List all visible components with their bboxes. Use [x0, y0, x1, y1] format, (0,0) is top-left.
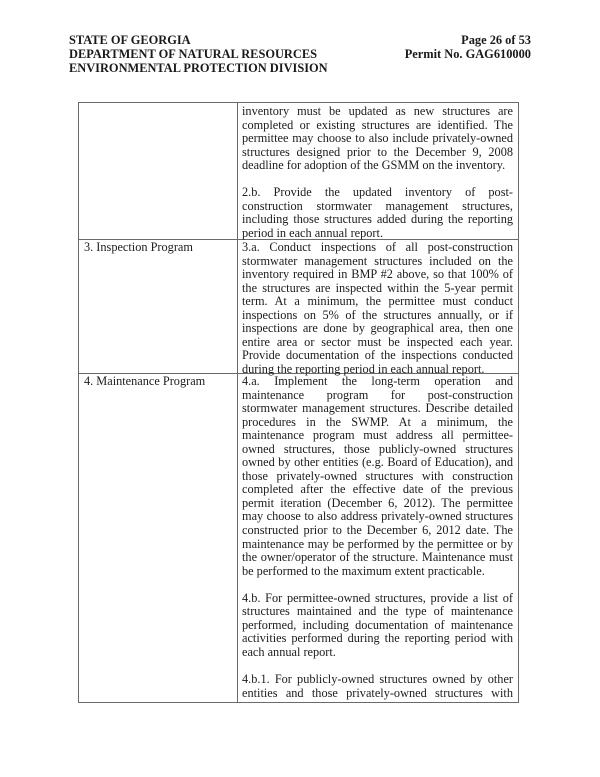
requirement-3a: 3.a. Conduct inspections of all post-construction stormwater management structures included on the inventory required in BMP #2 above, so that 100% of the structures are inspected within the 5-year permit term. At a minimum, the permittee must conduct inspections on 5% of the structures annually, or if inspections are done by geographical area, then one entire area or sector must be inspected each year. Provide documentation of the inspections conducted during the reporting period in each annual report. [242, 240, 513, 376]
requirement-4a: 4.a. Implement the long-term operation and maintenance program for post-construction stormwater management structures. Describe detailed procedures in the SWMP. At a minimum, the maintenance program must address all permittee-owned structures, those publicly-owned structures owned by other entities (e.g. Board of Education), and those privately-owned structures with construction completed after the effective date of the previous permit iteration (December 6, 2012). The permittee may choose to also address privately-owned structures constructed prior to the December 6, 2012 date. The maintenance may be performed by the permittee or by the owner/operator of the structure. Maintenance must be performed to the maximum extent practicable. [242, 374, 513, 578]
requirement-4b: 4.b. For permittee-owned structures, provide a list of structures maintained and the type of maintenance performed, including documentation of maintenance activities performed during the reporting period with each annual report. [242, 590, 513, 659]
requirement-2b: 2.b. Provide the updated inventory of post-construction stormwater management structures, including those structures added during the reporting period in each annual report. [242, 185, 513, 240]
permit-block [405, 33, 531, 61]
permit-number: Permit No. GAG610000 [404, 47, 531, 62]
agency-division: ENVIRONMENTAL PROTECTION DIVISION [69, 61, 328, 76]
table-row-maintenance-program [242, 375, 513, 700]
requirement-paragraph: inventory must be updated as new structures are completed or existing structures are identified. The permittee may choose to also include privately-owned structures designed prior to the December 9, 2008 deadline for adoption of the GSMM on the inventory. [242, 104, 513, 173]
agency-state: STATE OF GEORGIA [69, 33, 191, 47]
bmp-requirements-table [78, 102, 519, 703]
bmp-label-maintenance-program: 4. Maintenance Program [84, 374, 206, 388]
page-number: Page 26 of 53 [461, 33, 531, 47]
bmp-label-inspection-program: 3. Inspection Program [84, 240, 193, 254]
table-row-inventory-continuation [242, 105, 513, 240]
table-row-inspection-program [242, 241, 513, 376]
requirement-4b1: 4.b.1. For publicly-owned structures owned by other entities and those privately-owned structures with [242, 672, 513, 700]
agency-block [69, 33, 328, 76]
agency-department: DEPARTMENT OF NATURAL RESOURCES [69, 47, 317, 62]
column-divider [237, 103, 238, 702]
